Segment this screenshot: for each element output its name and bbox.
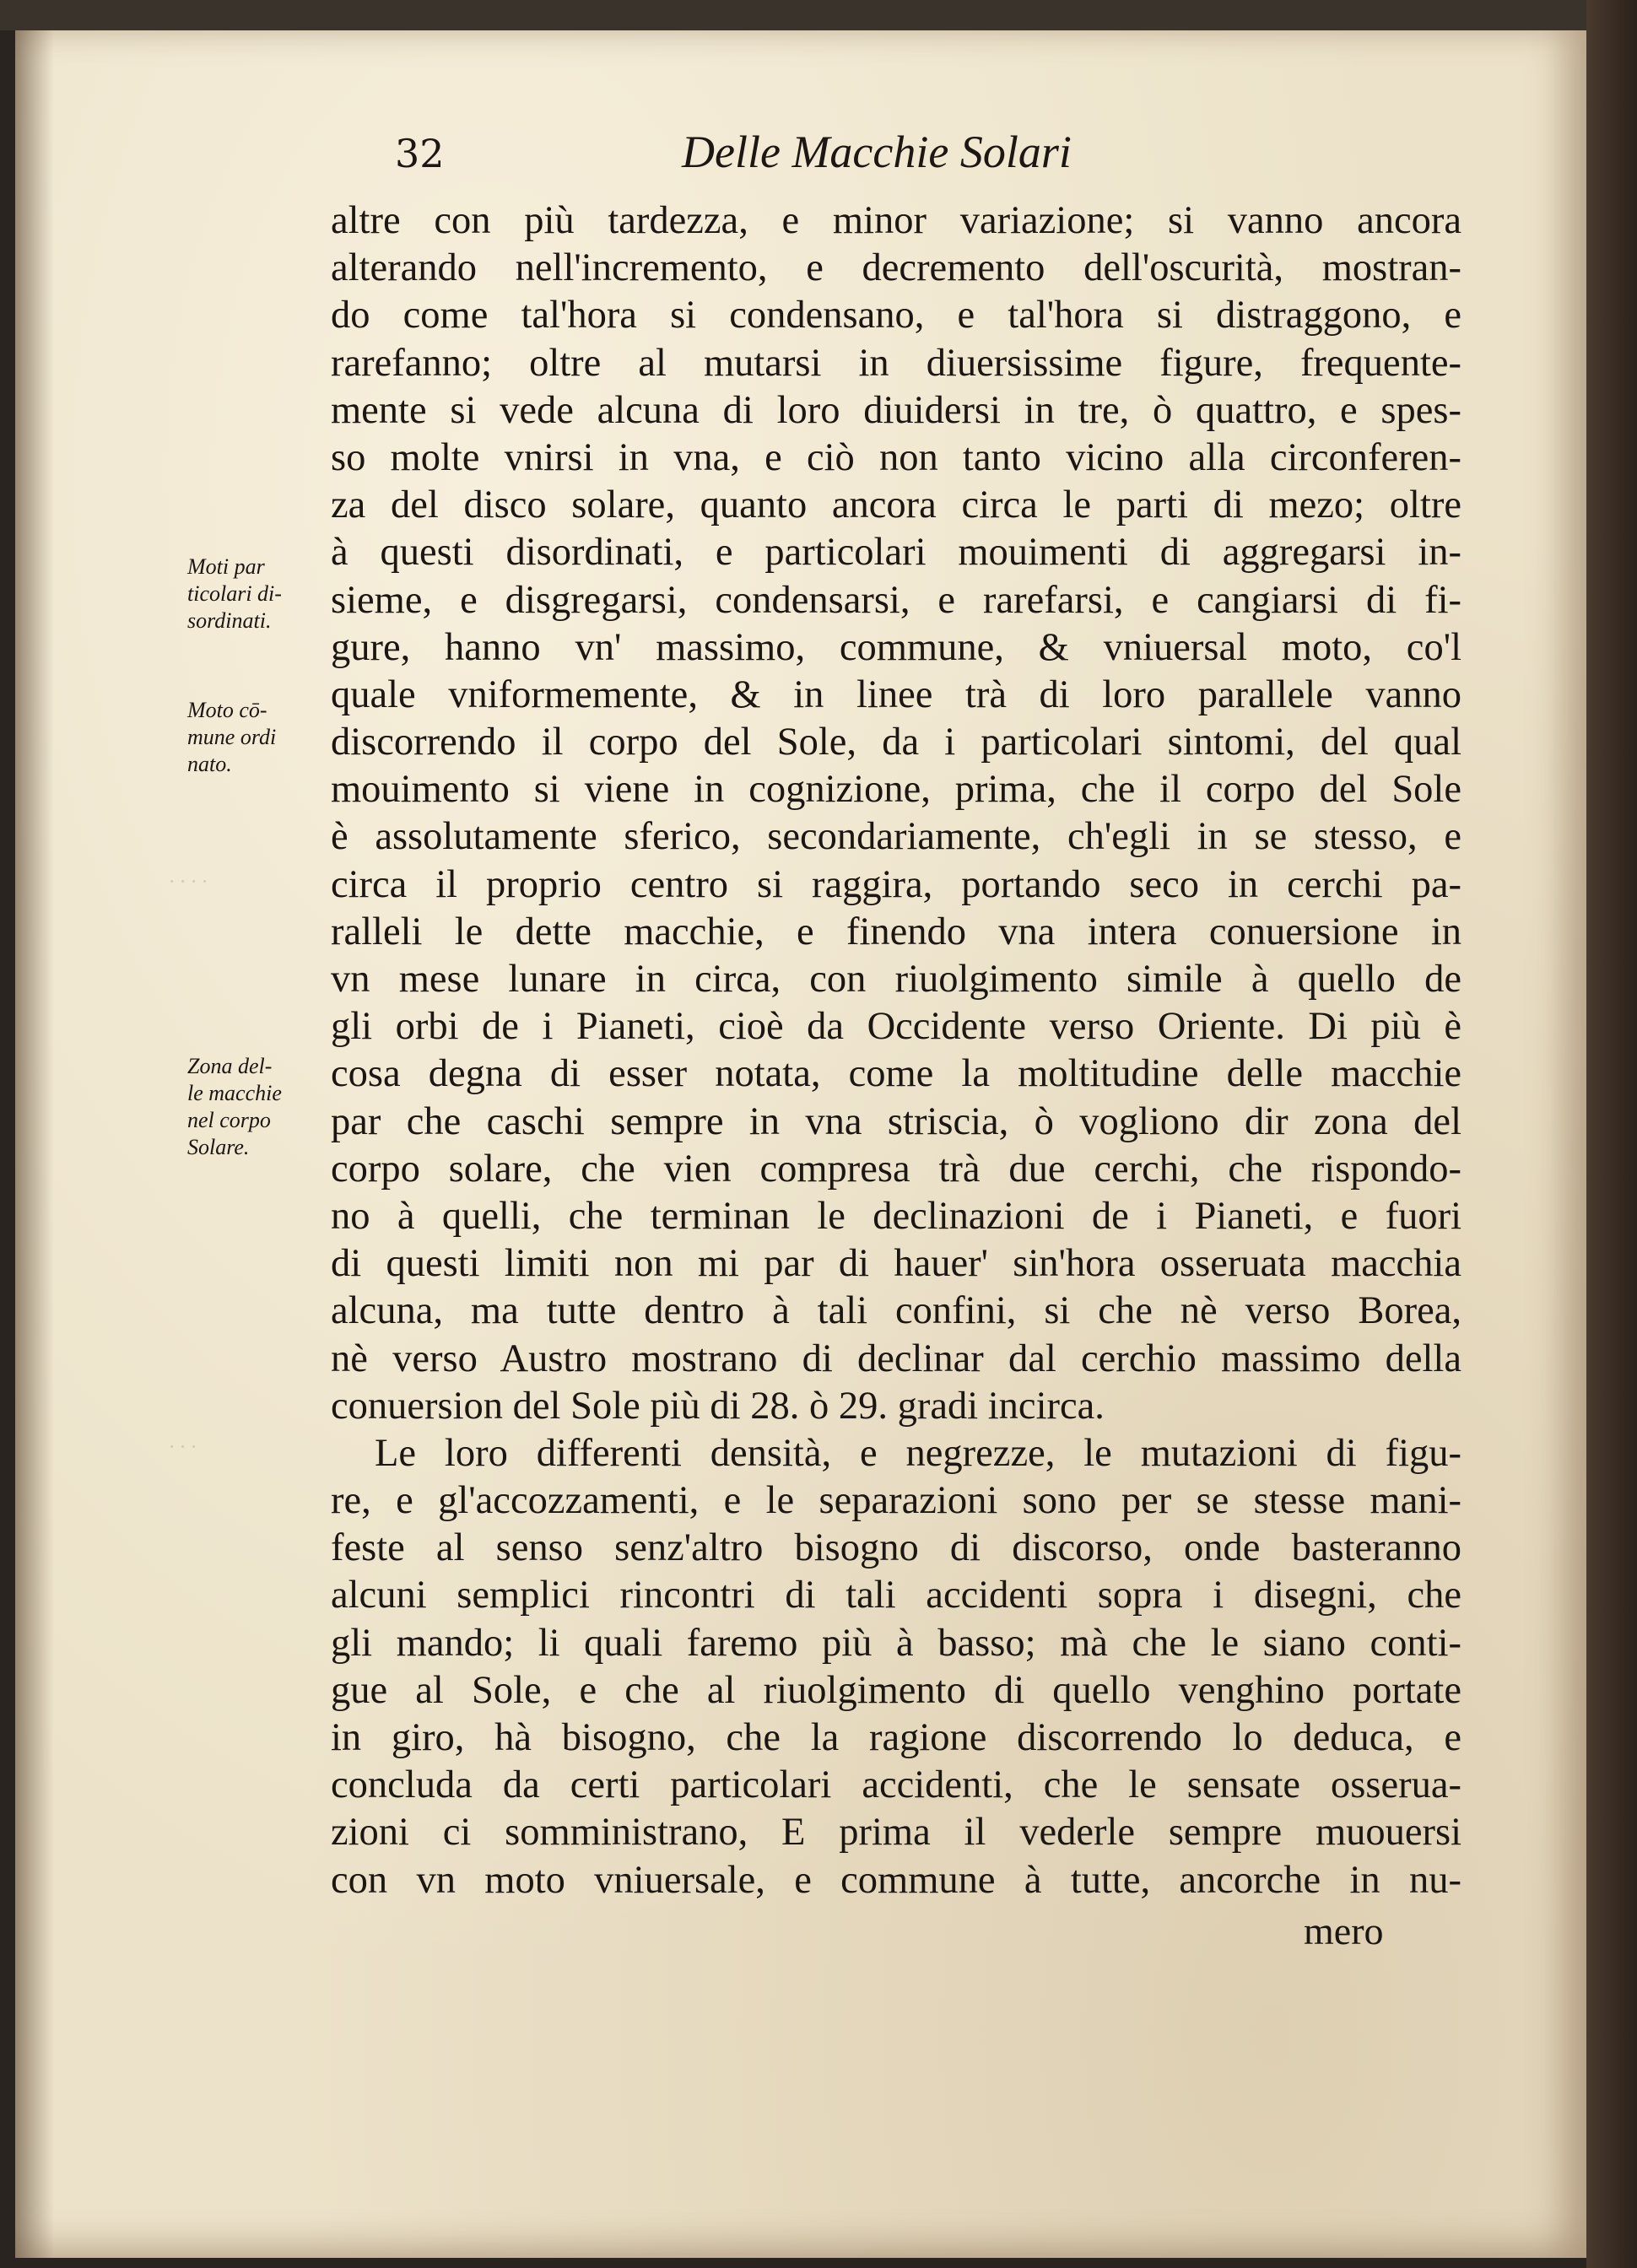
text-line: mente si vede alcuna di loro diuidersi in tre, ò quattro, e spes- (331, 388, 1461, 432)
text-line: mouimento si viene in cognizione, prima, che il corpo del Sole (331, 768, 1461, 812)
text-line: con vn moto vniuersale, e commune à tutte, ancorche in nu- (331, 1858, 1461, 1902)
text-line: cosa degna di esser notata, come la moltitudine delle macchie (331, 1052, 1461, 1096)
text-line: gue al Sole, e che al riuolgimento di quello venghino portate (331, 1668, 1461, 1712)
text-line: Le loro differenti densità, e negrezze, le mutazioni di figu- (375, 1431, 1461, 1475)
text-line: circa il proprio centro si raggira, portando seco in cerchi pa- (331, 862, 1461, 906)
text-line: conuersion del Sole più di 28. ò 29. gradi incirca. (331, 1384, 1105, 1428)
text-line: ralleli le dette macchie, e finendo vna intera conuersione in (331, 910, 1461, 953)
text-line: re, e gl'accozzamenti, e le separazioni sono per se stesse mani- (331, 1479, 1461, 1523)
text-line: è assolutamente sferico, secondariamente, ch'egli in se stesso, e (331, 815, 1461, 859)
text-line: à questi disordinati, e particolari mouimenti di aggregarsi in- (331, 531, 1461, 575)
text-line: quale vniformemente, & in linee trà di loro parallele vanno (331, 672, 1461, 716)
body-text (331, 197, 1461, 1904)
text-line: alcuna, ma tutte dentro à tali confini, si che nè verso Borea, (331, 1289, 1461, 1333)
page-header (395, 127, 1458, 198)
margin-note-moto-commune: Moto cō- mune ordi nato. (187, 698, 277, 776)
text-line: discorrendo il corpo del Sole, da i particolari sintomi, del qual (331, 721, 1461, 764)
scan-top-edge (0, 0, 1637, 30)
text-line: di questi limiti non mi par di hauer' sin'hora osseruata macchia (331, 1242, 1461, 1286)
scan-right-edge (1586, 0, 1637, 2268)
text-line: alcuni semplici rincontri di tali accidenti sopra i disegni, che (331, 1574, 1461, 1617)
text-line: feste al senso senz'altro bisogno di discorso, onde basteranno (331, 1526, 1461, 1570)
margin-note-zona-macchie: Zona del- le macchie nel corpo Solare. (187, 1054, 282, 1159)
text-line: gli mando; li quali faremo più à basso; mà che le siano conti- (331, 1621, 1461, 1665)
text-line: gure, hanno vn' massimo, commune, & vniuersal moto, co'l (331, 625, 1461, 669)
text-line: concluda da certi particolari accidenti, che le sensate osserua- (331, 1763, 1461, 1807)
text-line: alterando nell'incremento, e decremento dell'oscurità, mostran- (331, 246, 1461, 290)
margin-note-moti-particolari: Moti par ticolari di- sordinati. (187, 554, 282, 633)
text-line: corpo solare, che vien compresa trà due cerchi, che rispondo- (331, 1147, 1461, 1191)
text-line: za del disco solare, quanto ancora circa le parti di mezo; oltre (331, 483, 1461, 527)
text-line: sieme, e disgregarsi, condensarsi, e rarefarsi, e cangiarsi di fi- (331, 578, 1461, 622)
catchword: mero (1304, 1909, 1384, 1952)
page-number: 32 (395, 131, 445, 176)
text-line: par che caschi sempre in vna striscia, ò vogliono dir zona del (331, 1099, 1461, 1143)
text-line: so molte vnirsi in vna, e ciò non tanto vicino alla circonferen- (331, 435, 1461, 479)
text-line: vn mese lunare in circa, con riuolgimento simile à quello de (331, 958, 1461, 1001)
text-line: altre con più tardezza, e minor variazione; si vanno ancora (331, 199, 1461, 242)
show-through: · · · (169, 1434, 197, 1459)
running-title: Delle Macchie Solari (682, 127, 1072, 177)
text-line: no à quelli, che terminan le declinazioni de i Pianeti, e fuori (331, 1194, 1461, 1238)
gutter-shadow (15, 30, 54, 2258)
text-line: do come tal'hora si condensano, e tal'hora si distraggono, e (331, 294, 1461, 338)
text-line: gli orbi de i Pianeti, cioè da Occidente verso Oriente. Di più è (331, 1005, 1461, 1049)
text-line: in giro, hà bisogno, che la ragione discorrendo lo deduca, e (331, 1716, 1461, 1759)
text-line: zioni ci somministrano, E prima il vederle sempre muouersi (331, 1811, 1461, 1855)
show-through: · · · · (169, 869, 208, 894)
text-line: rarefanno; oltre al mutarsi in diuersissime figure, frequente- (331, 341, 1461, 385)
text-line: nè verso Austro mostrano di declinar dal cerchio massimo della (331, 1336, 1461, 1380)
